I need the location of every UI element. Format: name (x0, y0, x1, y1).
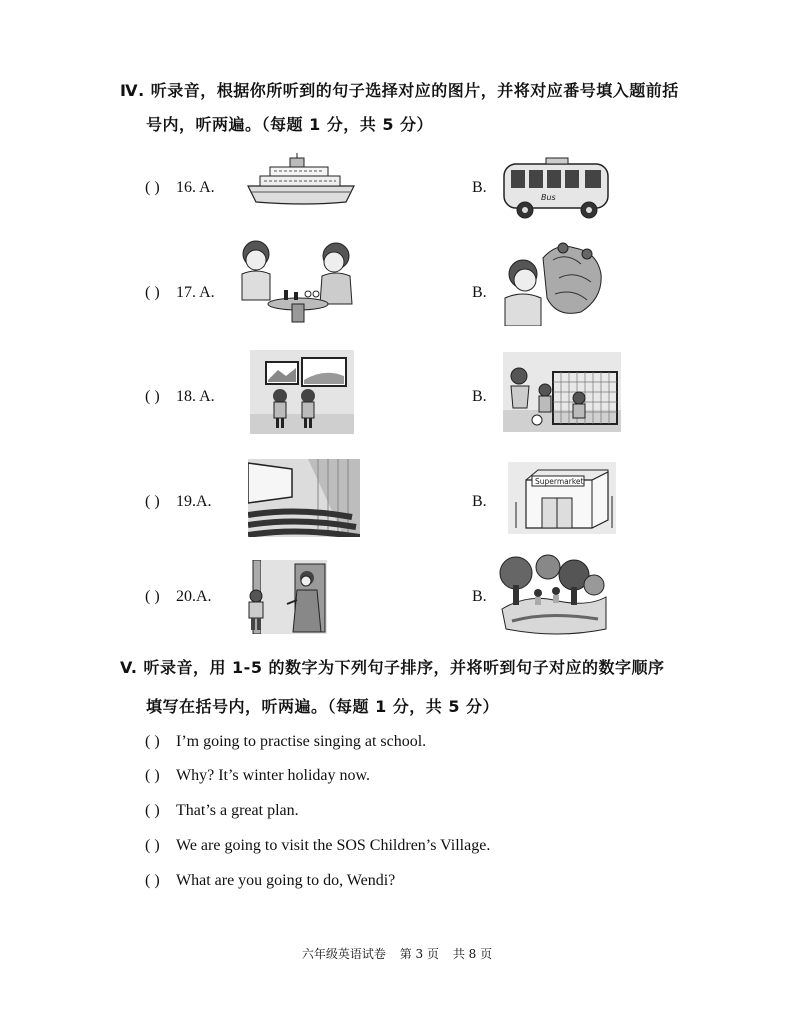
answer-bracket-18[interactable]: ( ) (145, 388, 160, 405)
question-18-option-b: B. (472, 388, 487, 405)
footer-page-number: 第 3 页 (399, 947, 439, 961)
answer-bracket-16[interactable]: ( ) (145, 179, 160, 196)
question-20-label: 20.A. (176, 588, 212, 605)
park-icon (498, 553, 608, 637)
answer-bracket-sentence-4[interactable]: ( ) (145, 837, 160, 854)
bus-icon (501, 156, 611, 220)
answer-bracket-20[interactable]: ( ) (145, 588, 160, 605)
supermarket-icon (508, 462, 616, 534)
section-5-title-line-2: 填写在括号内，听两遍。（每题 1 分，共 5 分） (146, 697, 500, 716)
sentence-2: Why? It’s winter holiday now. (176, 767, 371, 784)
answer-bracket-sentence-2[interactable]: ( ) (145, 767, 160, 784)
answer-bracket-19[interactable]: ( ) (145, 493, 160, 510)
children-playing-chess-icon (236, 238, 358, 324)
sentence-5: What are you going to do, Wendi? (176, 872, 396, 889)
section-4-title-line-1: Ⅳ. 听录音，根据你所听到的句子选择对应的图片，并将对应番号填入题前括 (120, 81, 679, 100)
answer-bracket-sentence-3[interactable]: ( ) (145, 802, 160, 819)
sentence-4: We are going to visit the SOS Children’s Village. (176, 837, 491, 854)
page-footer (0, 945, 794, 962)
supermarket-sign-text: Supermarket (535, 477, 584, 486)
answer-bracket-sentence-1[interactable]: ( ) (145, 733, 160, 750)
section-4-title-line-2: 号内，听两遍。（每题 1 分，共 5 分） (146, 115, 434, 134)
footer-total-pages: 共 8 页 (452, 947, 493, 961)
children-looking-at-paintings-icon (250, 350, 354, 434)
footer-exam-name: 六年级英语试卷 (301, 947, 386, 961)
answer-bracket-17[interactable]: ( ) (145, 284, 160, 301)
question-19-label: 19.A. (176, 493, 212, 510)
sentence-3: That’s a great plan. (176, 802, 299, 819)
children-playing-football-icon (503, 352, 621, 432)
answer-bracket-sentence-5[interactable]: ( ) (145, 872, 160, 889)
boy-with-chickens-icon (497, 238, 605, 326)
boy-and-teacher-at-door-icon (245, 560, 327, 634)
question-20-option-b: B. (472, 588, 487, 605)
question-19-option-b: B. (472, 493, 487, 510)
bus-sign-text: Bus (541, 193, 556, 202)
question-16-option-b: B. (472, 179, 487, 196)
section-5-title-line-1: V. 听录音，用 1-5 的数字为下列句子排序，并将听到句子对应的数字顺序 (120, 658, 665, 677)
question-16-label: 16. A. (176, 179, 215, 196)
question-17-option-b: B. (472, 284, 487, 301)
cinema-icon (248, 459, 360, 537)
question-17-label: 17. A. (176, 284, 215, 301)
ship-icon (246, 152, 358, 207)
sentence-1: I’m going to practise singing at school. (176, 733, 427, 750)
question-18-label: 18. A. (176, 388, 215, 405)
